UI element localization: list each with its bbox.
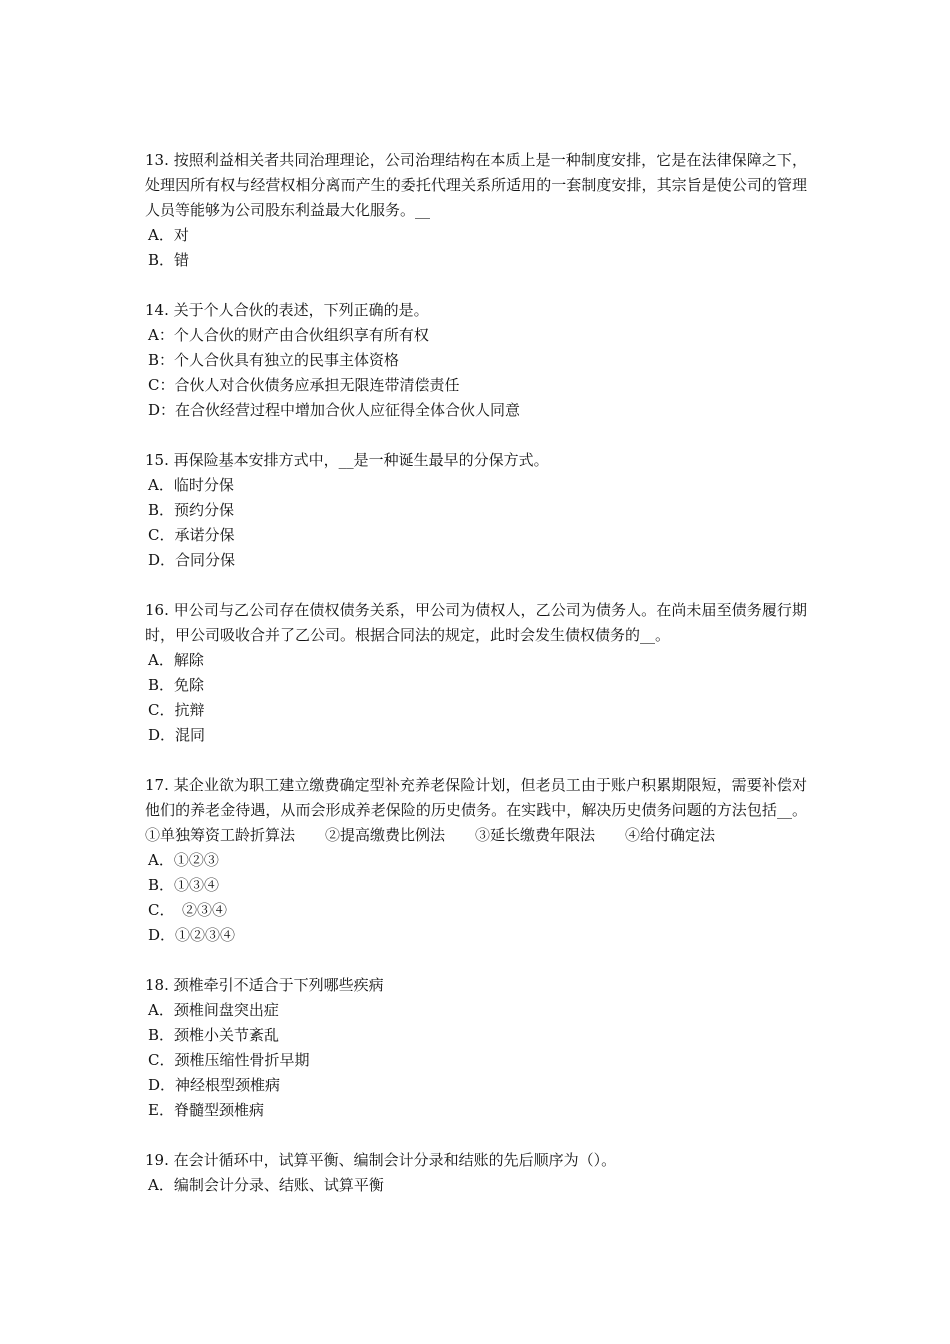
option-a: A．编制会计分录、结账、试算平衡 xyxy=(148,1176,384,1194)
question-15 xyxy=(145,448,807,573)
option-a: A．①②③ xyxy=(148,851,219,869)
option-a: A．解除 xyxy=(148,651,204,669)
option-a: A．对 xyxy=(148,226,189,244)
option-list xyxy=(145,473,807,573)
option-c: C．颈椎压缩性骨折早期 xyxy=(148,1051,310,1069)
question-stem: 16. 甲公司与乙公司存在债权债务关系，甲公司为债权人，乙公司为债务人。在尚未届至债务履行期时，甲公司吸收合并了乙公司。根据合同法的规定，此时会发生债权债务的__。 xyxy=(145,601,807,644)
option-e: E．脊髓型颈椎病 xyxy=(148,1101,264,1119)
option-list xyxy=(145,1173,807,1198)
question-stem: 13. 按照利益相关者共同治理理论，公司治理结构在本质上是一种制度安排，它是在法律保障之下，处理因所有权与经营权相分离而产生的委托代理关系所适用的一套制度安排，其宗旨是使公司的管理人员等能够为公司股东利益最大化服务。__ xyxy=(145,151,807,219)
option-b: B．颈椎小关节紊乱 xyxy=(148,1026,280,1044)
option-a: A．临时分保 xyxy=(148,476,234,494)
question-13 xyxy=(145,148,807,273)
question-stem: 14. 关于个人合伙的表述，下列正确的是。 xyxy=(145,301,429,319)
question-17 xyxy=(145,773,807,948)
question-19 xyxy=(145,1148,807,1198)
option-a: A：个人合伙的财产由合伙组织享有所有权 xyxy=(148,326,429,344)
option-b: B．免除 xyxy=(148,676,205,694)
question-stem: 17. 某企业欲为职工建立缴费确定型补充养老保险计划，但老员工由于账户积累期限短，需要补偿对他们的养老金待遇，从而会形成养老保险的历史债务。在实践中，解决历史债务问题的方法包括__。①单独筹资工龄折算法 ②提高缴费比例法 ③延长缴费年限法 ④给付确定法 xyxy=(145,776,807,844)
option-b: B．①③④ xyxy=(148,876,220,894)
option-list xyxy=(145,223,807,273)
question-14 xyxy=(145,298,807,423)
option-c: C：合伙人对合伙债务应承担无限连带清偿责任 xyxy=(148,376,460,394)
option-d: D．①②③④ xyxy=(148,926,236,944)
question-stem: 19. 在会计循环中，试算平衡、编制会计分录和结账的先后顺序为（）。 xyxy=(145,1151,617,1169)
question-16 xyxy=(145,598,807,748)
option-d: D：在合伙经营过程中增加合伙人应征得全体合伙人同意 xyxy=(148,401,521,419)
option-b: B．错 xyxy=(148,251,190,269)
question-18 xyxy=(145,973,807,1123)
option-b: B：个人合伙具有独立的民事主体资格 xyxy=(148,351,400,369)
option-c: C．抗辩 xyxy=(148,701,205,719)
question-stem: 15. 再保险基本安排方式中，__是一种诞生最早的分保方式。 xyxy=(145,451,549,469)
option-list xyxy=(145,998,807,1123)
document-page xyxy=(145,148,807,1223)
option-d: D．神经根型颈椎病 xyxy=(148,1076,281,1094)
option-list xyxy=(145,323,807,423)
option-c: C．承诺分保 xyxy=(148,526,235,544)
option-d: D．混同 xyxy=(148,726,206,744)
option-a: A．颈椎间盘突出症 xyxy=(148,1001,279,1019)
option-list xyxy=(145,648,807,748)
question-stem: 18. 颈椎牵引不适合于下列哪些疾病 xyxy=(145,976,384,994)
option-d: D．合同分保 xyxy=(148,551,236,569)
option-b: B．预约分保 xyxy=(148,501,235,519)
option-list xyxy=(145,848,807,948)
option-c: C． ②③④ xyxy=(148,901,227,919)
